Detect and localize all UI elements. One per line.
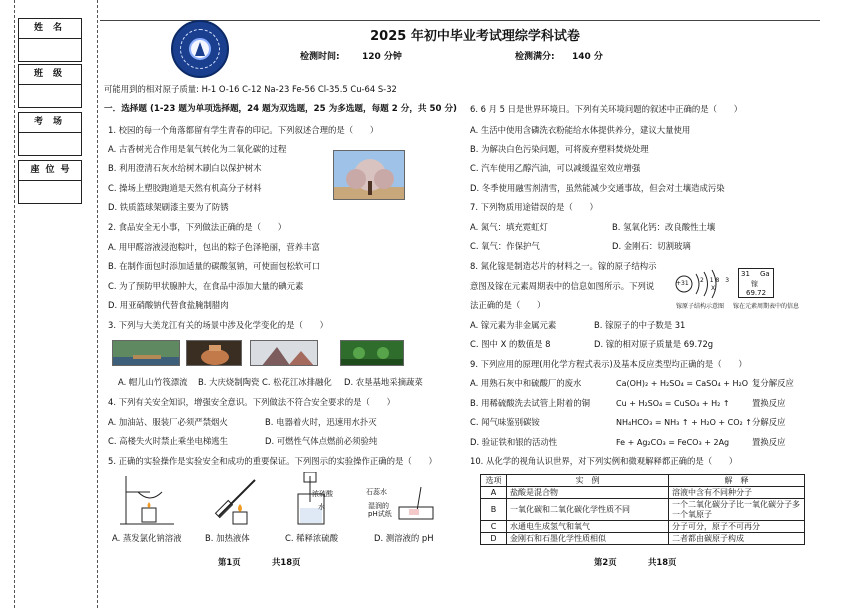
row-explanation: 溶液中含有不同种分子 [669,487,805,499]
row-example: 盐酸是混合物 [507,487,669,499]
header-explanation: 解 释 [669,475,805,487]
q7-option-d[interactable]: D. 金刚石：切割玻璃 [612,241,691,251]
q8-option-a[interactable]: A. 镓元素为非金属元素 [470,320,557,330]
table-header-row [481,475,805,487]
q8-caption-atom: 镓原子结构示意图 [676,303,725,310]
q1-option-a[interactable]: A. 古香树光合作用是氧气转化为二氧化碳的过程 [108,144,287,154]
row-explanation: 一个二氧化碳分子比一氧化碳分子多一个氧原子 [669,499,805,520]
q4-option-d[interactable]: D. 可燃性气体点燃前必须验纯 [265,436,378,446]
row-option: B [481,499,507,520]
q5-heating-diagram [205,472,269,526]
score-value: 140 分 [572,52,603,62]
q8-stem-line3: 法正确的是（ ） [470,300,546,310]
q3-vegetable-photo [340,340,404,366]
header-example: 实 例 [507,475,669,487]
section-heading: 一．选择题 (1-23 题为单项选择题，24 题为双选题，25 为多选题，每题 2 分，共 50 分) [104,104,457,114]
page-number-right: 第2页 [594,557,617,567]
class-label: 班级 [19,65,81,85]
q5-label-water: 水 [318,503,325,511]
q8-tile-symbol: Ga [760,270,770,278]
q5-label-wet: 湿润的 [368,502,389,510]
row-example: 一氧化碳和二氧化碳化学性质不同 [507,499,669,520]
q3-option-c[interactable]: C. 松花江冰排融化 [262,377,332,387]
q6-option-b[interactable]: B. 为解决白色污染问题，可将废弃塑料焚烧处理 [470,144,649,154]
q10-table [480,474,805,545]
q9-type-a: 复分解反应 [752,378,794,388]
q6-option-a[interactable]: A. 生活中使用含磷洗衣粉能给水体提供养分，建议大量使用 [470,125,691,135]
q1-tree-photo [333,150,405,200]
page-number-left: 第1页 [218,557,241,567]
q2-stem: 2. 食品安全无小事，下列做法正确的是（ ） [108,222,287,232]
q9-option-d[interactable]: D. 验证铁和银的活动性 [470,437,558,447]
row-example: 水通电生成氢气和氧气 [507,520,669,532]
q8-option-b[interactable]: B. 镓原子的中子数是 31 [594,320,686,330]
q9-option-b[interactable]: B. 用稀硫酸洗去试管上附着的铜 [470,398,590,408]
q8-stem-line1: 8. 氮化镓是制造芯片的材料之一。镓的原子结构示 [470,261,657,271]
q2-option-b[interactable]: B. 在制作面包时添加适量的碳酸氢钠，可使面包松软可口 [108,261,321,271]
row-example: 金刚石和石墨化学性质相似 [507,532,669,544]
q5-label-acid: 浓硫酸 [312,490,333,498]
q6-option-c[interactable]: C. 汽车使用乙醇汽油，可以减缓温室效应增强 [470,163,641,173]
q2-option-c[interactable]: C. 为了预防甲状腺肿大，在食品中添加大量的碘元素 [108,281,304,291]
q7-option-a[interactable]: A. 氮气：填充霓虹灯 [470,222,548,232]
cut-line [97,0,98,608]
q8-tile-number: 31 [741,270,750,278]
q8-shell-counts: 2 18 3 [700,277,732,284]
q7-stem: 7. 下列物质用途错误的是（ ） [470,202,598,212]
q4-option-c[interactable]: C. 高楼失火时禁止乘坐电梯逃生 [108,436,229,446]
q3-option-d[interactable]: D. 农垦基地采摘蔬菜 [344,377,423,387]
time-value: 120 分钟 [362,52,402,62]
name-label: 姓名 [19,19,81,39]
table-row[interactable] [481,532,805,544]
q8-option-c[interactable]: C. 图中 X 的数值是 8 [470,339,551,349]
row-option: C [481,520,507,532]
q8-x-label: X [711,285,716,292]
time-label: 检测时间: [300,52,340,62]
q6-stem: 6. 6 月 5 日是世界环境日。下列有关环境问题的叙述中正确的是（ ） [470,104,743,114]
q4-option-b[interactable]: B. 电器着火时，迅速用水扑灭 [265,417,377,427]
row-explanation: 二者都由碳原子构成 [669,532,805,544]
row-explanation: 分子可分，原子不可再分 [669,520,805,532]
q5-label-litmus: 石蕊水 [366,488,387,496]
exam-room-field[interactable] [18,112,82,156]
q5-evaporation-diagram [116,472,178,526]
q5-option-a[interactable]: A. 蒸发氯化钠溶液 [112,533,182,543]
q4-option-a[interactable]: A. 加油站、服装厂必须严禁烟火 [108,417,228,427]
q1-option-c[interactable]: C. 操场上塑胶跑道是天然有机高分子材料 [108,183,262,193]
q6-option-d[interactable]: D. 冬季使用融雪剂清雪，虽然能减少交通事故，但会对土壤造成污染 [470,183,725,193]
q9-type-c: 分解反应 [752,417,786,427]
q10-stem: 10. 从化学的视角认识世界，对下列实例和微观解释都正确的是（ ） [470,456,738,466]
table-row[interactable] [481,487,805,499]
q5-label-ph-paper: pH试纸 [368,510,392,518]
q2-option-a[interactable]: A. 用甲醛溶液浸泡粽叶，包出的粽子色泽艳丽，营养丰富 [108,242,320,252]
score-label: 检测满分: [515,52,555,62]
q9-type-b: 置换反应 [752,398,786,408]
q1-option-b[interactable]: B. 利用澄清石灰水给树木刷白以保护树木 [108,163,262,173]
q3-ceramic-photo [186,340,242,366]
seat-number-label: 座位号 [19,161,81,181]
q8-stem-line2: 意图及镓在元素周期表中的信息如图所示。下列说 [470,281,655,291]
q3-option-b[interactable]: B. 大庆烧制陶瓷 [198,377,260,387]
q9-stem: 9. 下列应用的原理(用化学方程式表示)及基本反应类型均正确的是（ ） [470,359,747,369]
class-field[interactable] [18,64,82,108]
q4-stem: 4. 下列有关安全知识，增强安全意识。下列做法不符合安全要求的是（ ） [108,397,396,407]
q9-option-c[interactable]: C. 闻气味鉴别碳铵 [470,417,540,427]
q5-stem: 5. 正确的实验操作是实验安全和成功的重要保证。下列图示的实验操作正确的是（ ） [108,456,437,466]
q8-option-d[interactable]: D. 镓的相对原子质量是 69.72g [594,339,714,349]
q3-option-a[interactable]: A. 帽儿山竹筏漂流 [118,377,188,387]
q8-caption-table: 镓在元素周期表中的信息 [733,303,800,310]
q1-stem: 1. 校园的每一个角落都留有学生青春的印记。下列叙述合理的是（ ） [108,125,379,135]
q8-nucleus-charge: +31 [676,280,689,287]
header-option: 选项 [481,475,507,487]
q9-equation-b: Cu + H₂SO₄ = CuSO₄ + H₂ ↑ [616,399,730,408]
q2-option-d[interactable]: D. 用亚硝酸钠代替食盐腌制腊肉 [108,300,229,310]
seat-number-field[interactable] [18,160,82,204]
q3-stem: 3. 下列与大美龙江有关的场景中涉及化学变化的是（ ） [108,320,329,330]
q3-ice-photo [250,340,318,366]
exam-room-label: 考场 [19,113,81,133]
school-logo [171,20,229,78]
q7-option-c[interactable]: C. 氧气：作保护气 [470,241,540,251]
row-option: A [481,487,507,499]
q9-equation-d: Fe + Ag₂CO₃ = FeCO₃ + 2Ag [616,438,730,447]
q9-equation-a: Ca(OH)₂ + H₂SO₄ = CaSO₄ + H₂O [616,379,749,388]
q3-rafting-photo [112,340,180,366]
table-row[interactable] [481,499,805,520]
q5-option-b[interactable]: B. 加热液体 [205,533,250,543]
exam-title: 2025 年初中毕业考试理综学科试卷 [370,29,580,44]
q5-dilution-diagram [290,472,354,526]
row-option: D [481,532,507,544]
q9-equation-c: NH₄HCO₃ = NH₃ ↑ + H₂O + CO₂ ↑ [616,418,752,427]
q5-ph-diagram [395,485,443,525]
q5-option-c[interactable]: C. 稀释浓硫酸 [285,533,339,543]
binding-strip [0,0,100,608]
q5-option-d[interactable]: D. 测溶液的 pH [374,533,434,543]
page-total-right: 共18页 [648,557,677,567]
table-row[interactable] [481,520,805,532]
q9-type-d: 置换反应 [752,437,786,447]
atomic-masses: 可能用到的相对原子质量: H-1 O-16 C-12 Na-23 Fe-56 Cl-35.5 Cu-64 S-32 [104,84,397,94]
name-field[interactable] [18,18,82,62]
q7-option-b[interactable]: B. 氢氧化钙：改良酸性土壤 [612,222,716,232]
fold-line [14,0,15,608]
q1-option-d[interactable]: D. 铁质篮球架刷漆主要为了防锈 [108,202,229,212]
q9-option-a[interactable]: A. 用熟石灰中和硫酸厂的废水 [470,378,582,388]
page-total-left: 共18页 [272,557,301,567]
q8-tile-name: 镓 [751,280,758,288]
q8-tile-mass: 69.72 [746,289,767,297]
